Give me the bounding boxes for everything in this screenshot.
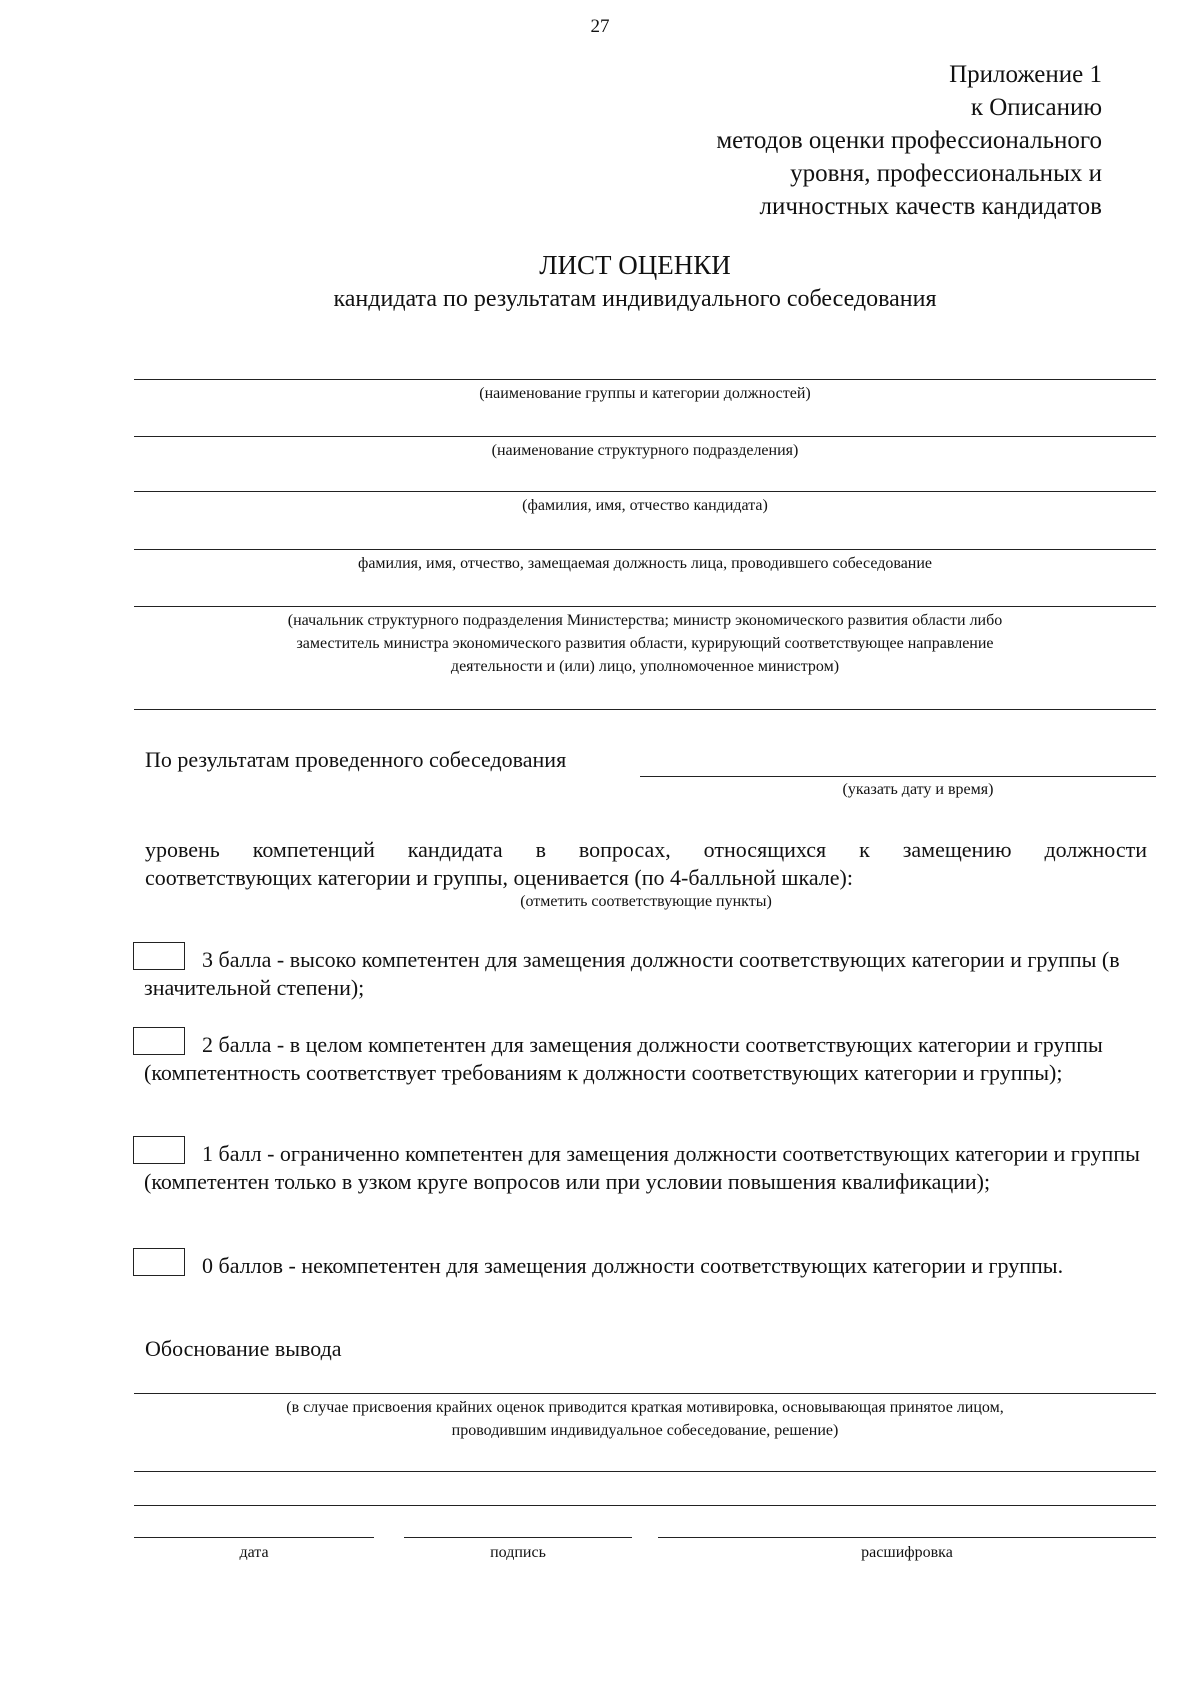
interviewer-caption: фамилия, имя, отчество, замещаемая должность лица, проводившего собеседование bbox=[357, 555, 933, 572]
score-2-text: 2 балла - в целом компетентен для замещения должности соответствующих категории и группы (компетентность соответствует требованиям к должности соответствующих категории и группы); bbox=[144, 1032, 1103, 1085]
interviewer-position-field[interactable] bbox=[134, 606, 1156, 607]
score-2-option bbox=[144, 1031, 1144, 1087]
appendix-line: методов оценки профессионального bbox=[716, 127, 1102, 154]
appendix-header bbox=[716, 58, 1102, 223]
justification-caption-line: (в случае присвоения крайних оценок приводится краткая мотивировка, основывающая принятое лицом, bbox=[286, 1399, 1004, 1416]
document-subtitle: кандидата по результатам индивидуального собеседования bbox=[333, 286, 937, 312]
interviewer-field[interactable] bbox=[134, 549, 1156, 550]
signature-name-field[interactable] bbox=[658, 1537, 1156, 1538]
candidate-name-caption: (фамилия, имя, отчество кандидата) bbox=[522, 497, 768, 514]
appendix-line: уровня, профессиональных и bbox=[790, 160, 1102, 187]
group-category-caption: (наименование группы и категории должностей) bbox=[479, 385, 811, 402]
signature-caption: подпись bbox=[490, 1544, 546, 1561]
appendix-line: личностных качеств кандидатов bbox=[759, 193, 1102, 220]
appendix-line: Приложение 1 bbox=[949, 61, 1102, 88]
assessment-intro-line: соответствующих категории и группы, оценивается (по 4-балльной шкале): bbox=[145, 865, 853, 890]
department-caption: (наименование структурного подразделения) bbox=[491, 442, 799, 459]
score-0-text: 0 баллов - некомпетентен для замещения должности соответствующих категории и группы. bbox=[202, 1253, 1064, 1278]
interviewer-extra-field[interactable] bbox=[134, 709, 1156, 710]
interviewer-note-line: (начальник структурного подразделения Министерства; министр экономического развития области либо bbox=[287, 612, 1003, 629]
date-field[interactable] bbox=[134, 1537, 374, 1538]
interviewer-note bbox=[134, 609, 1156, 678]
justification-field[interactable] bbox=[134, 1393, 1156, 1394]
justification-label: Обоснование вывода bbox=[145, 1336, 342, 1361]
group-category-field[interactable] bbox=[134, 379, 1156, 380]
candidate-name-field[interactable] bbox=[134, 491, 1156, 492]
score-3-option bbox=[144, 946, 1144, 1002]
document-title: ЛИСТ ОЦЕНКИ bbox=[539, 250, 731, 280]
justification-extra-field[interactable] bbox=[134, 1505, 1156, 1506]
justification-caption-line: проводившим индивидуальное собеседование, решение) bbox=[451, 1422, 839, 1439]
assessment-intro-line: уровень компетенций кандидата в вопросах, относящихся к замещению должности bbox=[145, 837, 1147, 862]
interview-date-field[interactable] bbox=[640, 776, 1156, 777]
department-field[interactable] bbox=[134, 436, 1156, 437]
signature-name-caption: расшифровка bbox=[861, 1544, 953, 1561]
interviewer-note-line: деятельности и (или) лицо, уполномоченное министром) bbox=[450, 658, 840, 675]
interviewer-note-line: заместитель министра экономического развития области, курирующий соответствующее направление bbox=[296, 635, 994, 652]
page-number: 27 bbox=[590, 16, 610, 37]
assessment-caption: (отметить соответствующие пункты) bbox=[520, 893, 772, 910]
interview-date-caption: (указать дату и время) bbox=[842, 781, 994, 798]
signature-field[interactable] bbox=[404, 1537, 632, 1538]
score-1-option bbox=[144, 1140, 1144, 1196]
appendix-line: к Описанию bbox=[970, 94, 1102, 121]
score-1-text: 1 балл - ограниченно компетентен для замещения должности соответствующих категории и группы (компетентен только в узком круге вопросов или при условии повышения квалификации); bbox=[144, 1141, 1140, 1194]
justification-caption bbox=[134, 1396, 1156, 1442]
justification-extra-field[interactable] bbox=[134, 1471, 1156, 1472]
score-0-option bbox=[144, 1252, 1144, 1280]
results-label: По результатам проведенного собеседования bbox=[145, 747, 567, 772]
score-3-text: 3 балла - высоко компетентен для замещения должности соответствующих категории и группы (в значительной степени); bbox=[144, 947, 1120, 1000]
date-caption: дата bbox=[239, 1544, 269, 1561]
